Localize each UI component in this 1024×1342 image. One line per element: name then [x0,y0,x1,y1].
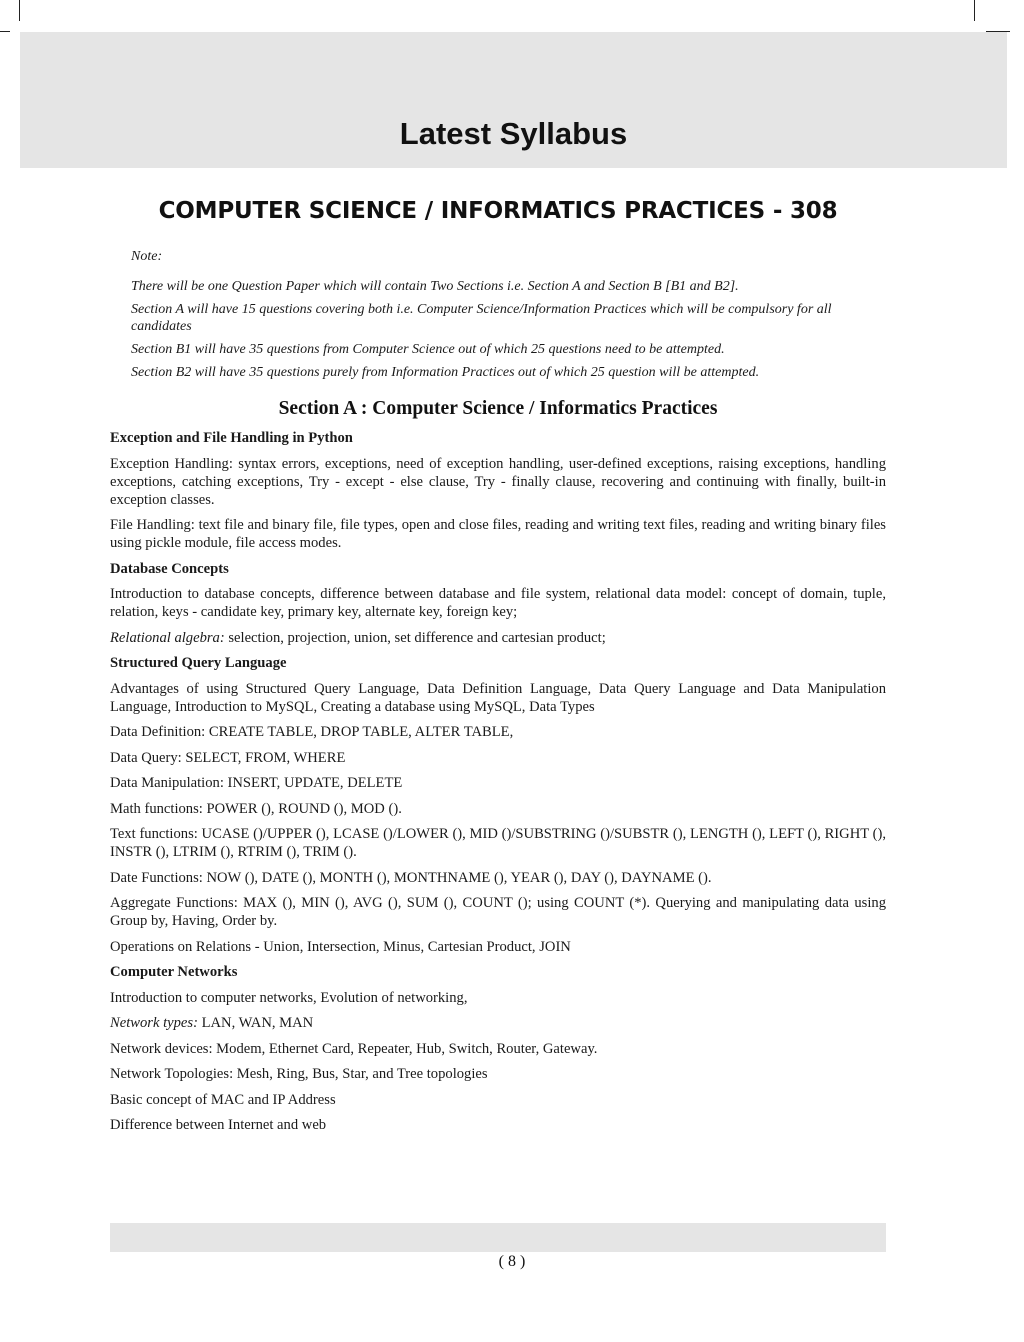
paragraph-data-query: Data Query: SELECT, FROM, WHERE [110,749,346,766]
paragraph-network-types [110,1014,886,1032]
paragraph-exception-handling: Exception Handling: syntax errors, exceptions, need of exception handling, user-defined exceptions, raising exceptions, handling exceptions, catching exceptions, Try - except - else clause, Try - finally clause, recovering and continuing with finally, built-in exception classes. [110,455,886,508]
note-block [131,248,891,387]
syllabus-content [110,429,886,1142]
paragraph-networks-intro: Introduction to computer networks, Evolution of networking, [110,989,468,1006]
paragraph-internet-web: Difference between Internet and web [110,1117,327,1133]
crop-mark-top-right-vertical [974,0,975,21]
paragraph-network-topologies: Network Topologies: Mesh, Ring, Bus, Star, and Tree topologies [110,1066,488,1082]
section-a-title: Section A : Computer Science / Informatics Practices [278,398,718,419]
paragraph-data-definition: Data Definition: CREATE TABLE, DROP TABLE, ALTER TABLE, [110,724,514,740]
paragraph-network-devices: Network devices: Modem, Ethernet Card, Repeater, Hub, Switch, Router, Gateway. [110,1040,598,1057]
paragraph-sql-advantages: Advantages of using Structured Query Language, Data Definition Language, Data Query Language and Data Manipulation Language, Introduction to MySQL, Creating a database using MySQL, Data Types [110,680,886,715]
paragraph-file-handling: File Handling: text file and binary file, file types, open and close files, reading and writing text files, reading and writing binary files using pickle module, file access modes. [110,517,886,551]
note-line: Section B1 will have 35 questions from Computer Science out of which 25 questions need to be attempted. [131,342,725,357]
note-line: Section B2 will have 35 questions purely from Information Practices out of which 25 question will be attempted. [131,365,760,380]
paragraph-relational-algebra [110,629,886,647]
crop-mark-top-left-horizontal [0,31,10,32]
paragraph-data-manipulation: Data Manipulation: INSERT, UPDATE, DELETE [110,775,403,791]
paragraph-relation-operations: Operations on Relations - Union, Intersection, Minus, Cartesian Product, JOIN [110,938,571,955]
paragraph-text-functions: Text functions: UCASE ()/UPPER (), LCASE ()/LOWER (), MID ()/SUBSTRING ()/SUBSTR (), LENGTH (), LEFT (), RIGHT (), INSTR (), LTRIM (), RTRIM (), TRIM (). [110,826,886,860]
paragraph-aggregate-functions: Aggregate Functions: MAX (), MIN (), AVG (), SUM (), COUNT (); using COUNT (*). Querying and manipulating data using Group by, Having, Order by. [110,895,886,929]
note-line: Section A will have 15 questions covering both i.e. Computer Science/Information Practices which will be compulsory for all candidates [131,302,832,334]
topic-heading-database-concepts: Database Concepts [110,560,229,577]
network-types-text: LAN, WAN, MAN [197,1015,314,1031]
topic-heading-exception-file-handling: Exception and File Handling in Python [110,430,353,446]
subject-title: COMPUTER SCIENCE / INFORMATICS PRACTICES - 308 [158,198,838,224]
topic-heading-computer-networks: Computer Networks [110,964,238,980]
note-label: Note: [131,249,163,264]
footer-band [110,1223,886,1252]
relational-algebra-text: selection, projection, union, set difference and cartesian product; [224,629,606,646]
page-number: ( 8 ) [498,1253,526,1270]
paragraph-math-functions: Math functions: POWER (), ROUND (), MOD (). [110,800,402,817]
paragraph-mac-ip: Basic concept of MAC and IP Address [110,1091,336,1108]
network-types-label: Network types: [110,1015,198,1031]
topic-heading-sql: Structured Query Language [110,655,287,671]
paragraph-date-functions: Date Functions: NOW (), DATE (), MONTH (), MONTHNAME (), YEAR (), DAY (), DAYNAME (). [110,869,712,886]
paragraph-database-intro: Introduction to database concepts, difference between database and file system, relational data model: concept of domain, tuple, relation, keys - candidate key, primary key, alternate key, foreign key; [110,586,886,620]
relational-algebra-label: Relational algebra: [110,629,225,646]
page-header-title: Latest Syllabus [399,116,628,151]
crop-mark-top-left-vertical [19,0,20,21]
header-band [20,32,1007,168]
note-line: There will be one Question Paper which will contain Two Sections i.e. Section A and Section B [B1 and B2]. [131,279,739,294]
